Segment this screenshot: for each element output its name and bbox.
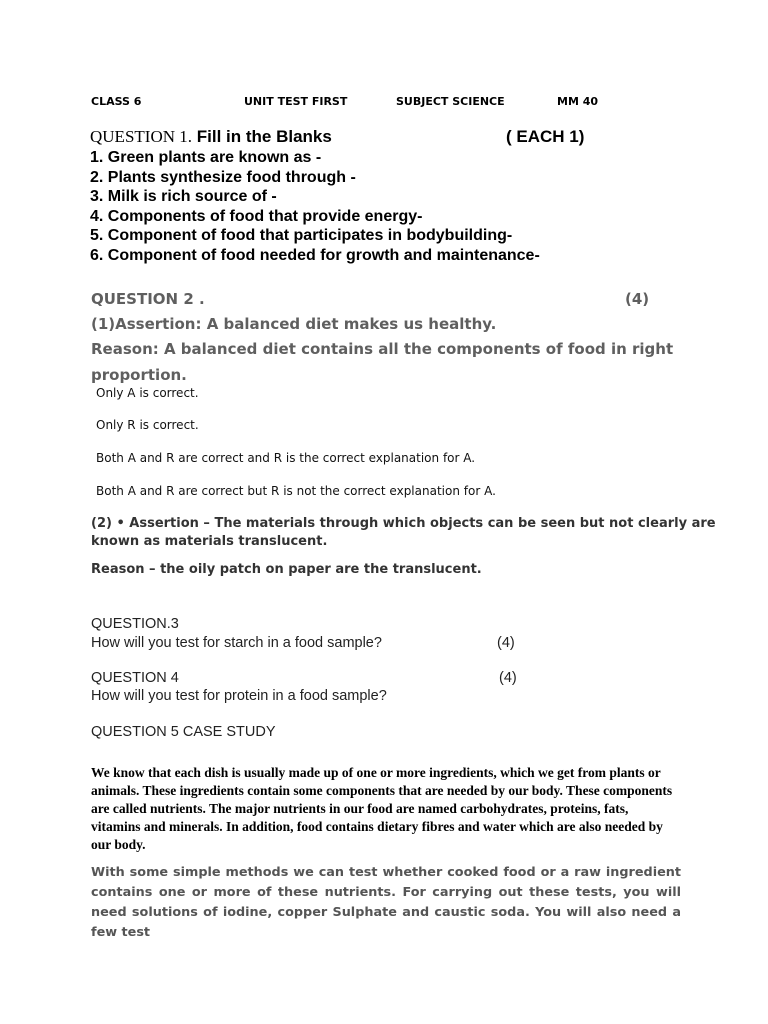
question2-marks: (4) [625,290,650,308]
option-a: Only A is correct. [96,386,199,400]
reason1-line2: proportion. [91,366,187,384]
question3-number: QUESTION.3 [91,616,179,632]
list-item: 2. Plants synthesize food through - [90,168,356,186]
list-item: 1. Green plants are known as - [90,149,322,166]
list-item: 4. Components of food that provide energy- [90,207,423,225]
case-study-paragraph2: With some simple methods we can test whether cooked food or a raw ingredient contains one or more of these nutrients. For carrying out these tests, you will need solutions of iodine, copper Sulphate and caustic soda. You will also need a few test [91,865,681,940]
question3-marks: (4) [497,635,515,651]
option-d: Both A and R are correct but R is not the correct explanation for A. [96,484,496,498]
list-item: 6. Component of food needed for growth and maintenance- [90,246,540,264]
option-c: Both A and R are correct and R is the correct explanation for A. [96,451,476,465]
reason2: Reason – the oily patch on paper are the translucent. [91,562,482,577]
question1-title: Fill in the Blanks [196,127,332,146]
marks-label: MM 40 [557,95,599,108]
assertion1: (1)Assertion: A balanced diet makes us healthy. [91,315,497,333]
assertion2-line2: known as materials translucent. [91,534,328,549]
test-label: UNIT TEST FIRST [244,95,348,108]
question4-marks: (4) [499,670,517,686]
question4-text: How will you test for protein in a food sample? [91,688,387,704]
assertion2-line1: (2) • Assertion – The materials through which objects can be seen but not clearly are [91,516,716,531]
option-b: Only R is correct. [96,418,199,432]
question5-title: QUESTION 5 CASE STUDY [91,724,276,740]
class-label: CLASS 6 [91,95,142,108]
question4-number: QUESTION 4 [91,670,179,686]
reason1-line1: Reason: A balanced diet contains all the components of food in right [91,340,674,358]
fill-blanks-list [90,148,540,266]
question2-number: QUESTION 2 . [91,290,205,308]
question1-marks: ( EACH 1) [506,127,585,146]
list-item: 5. Component of food that participates in bodybuilding- [90,227,513,245]
case-study-paragraph1: We know that each dish is usually made up of one or more ingredients, which we get from plants or animals. These ingredients contain some components that are needed by our body. These components are called nutrients. The major nutrients in our food are named carbohydrates, proteins, fats, vitamins and minerals. In addition, food contains dietary fibres and water which are also needed by our body. [91,765,673,852]
question3-text: How will you test for starch in a food sample? [91,635,382,651]
subject-label: SUBJECT SCIENCE [396,95,505,108]
list-item: 3. Milk is rich source of - [90,188,277,206]
question1-number: QUESTION 1. [90,127,192,146]
question1-heading [90,127,332,147]
